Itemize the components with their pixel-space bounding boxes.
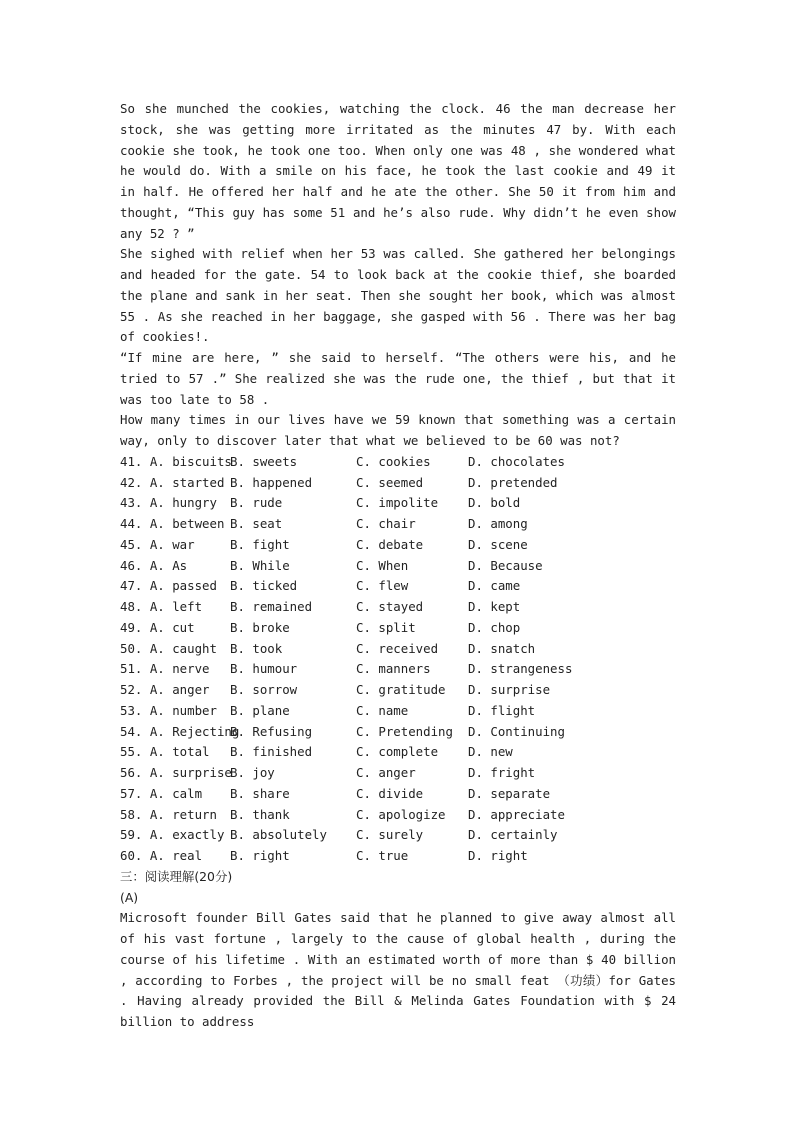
option-a: 53. A. number <box>120 702 217 718</box>
option-b: B. ticked <box>230 578 298 594</box>
option-row <box>120 701 676 722</box>
passage-paragraph: Microsoft founder Bill Gates said that he planned to give away almost all of his vast fortune , largely to the cause of global health , during the course of his lifetime . With an estimated worth of more than $ 40 billion , according to Forbes , the project will be no small feat （功绩）for Gates . Having already provided the Bill & Melinda Gates Foundation with $ 24 billion to address <box>120 910 676 1029</box>
option-a: 52. A. anger <box>120 682 210 697</box>
option-c: C. complete <box>356 744 439 760</box>
option-a: 46. A. As <box>120 557 188 573</box>
option-row <box>120 452 676 473</box>
option-d: D. new <box>468 744 513 760</box>
option-d: D. snatch <box>468 640 536 656</box>
option-row <box>120 763 676 784</box>
option-d: D. scene <box>468 536 528 552</box>
option-row <box>120 846 676 867</box>
section-heading: 三：阅读理解(20分) <box>120 868 233 884</box>
option-c: C. stayed <box>356 599 424 614</box>
option-d: D. separate <box>468 785 551 801</box>
option-b: B. took <box>230 640 283 656</box>
option-row <box>120 597 676 618</box>
option-a: 48. A. left <box>120 599 203 614</box>
option-d: D. came <box>468 578 521 594</box>
option-row <box>120 722 676 743</box>
option-row <box>120 784 676 805</box>
option-b: B. sorrow <box>230 682 298 697</box>
option-row <box>120 473 676 494</box>
option-c: C. manners <box>356 661 431 677</box>
option-c: C. chair <box>356 516 416 531</box>
option-d: D. pretended <box>468 474 558 490</box>
option-b: B. rude <box>230 495 283 511</box>
option-b: B. plane <box>230 702 290 718</box>
option-a: 44. A. between <box>120 516 225 531</box>
option-a: 56. A. surprise <box>120 765 232 780</box>
option-d: D. among <box>468 516 528 531</box>
option-b: B. While <box>230 557 290 573</box>
option-d: D. appreciate <box>468 806 565 822</box>
cloze-passage <box>120 99 676 452</box>
option-row <box>120 556 676 577</box>
option-a: 58. A. return <box>120 806 217 822</box>
option-c: C. gratitude <box>356 682 446 697</box>
option-a: 47. A. passed <box>120 578 217 594</box>
passage-paragraph: “If mine are here, ” she said to herself. “The others were his, and he tried to 57 .” She realized she was the rude one, the thief , but that it was too late to 58 . <box>120 350 676 407</box>
option-a: 54. A. Rejecting <box>120 723 240 739</box>
option-row <box>120 659 676 680</box>
reading-passage <box>120 908 676 1033</box>
option-a: 45. A. war <box>120 536 195 552</box>
option-c: C. seemed <box>356 474 424 490</box>
exam-page <box>120 99 676 1033</box>
option-d: D. strangeness <box>468 661 573 677</box>
options-list <box>120 452 676 867</box>
option-row <box>120 618 676 639</box>
option-a: 41. A. biscuits <box>120 453 232 469</box>
option-c: C. impolite <box>356 495 439 511</box>
option-b: B. right <box>230 848 290 863</box>
option-d: D. flight <box>468 702 536 718</box>
option-c: C. received <box>356 640 439 656</box>
option-c: C. surely <box>356 827 424 843</box>
option-a: 43. A. hungry <box>120 495 217 511</box>
option-b: B. Refusing <box>230 723 313 739</box>
option-b: B. thank <box>230 806 290 822</box>
option-d: D. chop <box>468 619 521 635</box>
option-d: D. surprise <box>468 682 551 697</box>
option-b: B. happened <box>230 474 313 490</box>
option-b: B. joy <box>230 765 275 780</box>
option-a: 57. A. calm <box>120 785 203 801</box>
passage-label: (A) <box>120 889 139 905</box>
option-d: D. right <box>468 848 528 863</box>
option-row <box>120 825 676 846</box>
option-b: B. fight <box>230 536 290 552</box>
option-a: 60. A. real <box>120 848 203 863</box>
option-d: D. chocolates <box>468 453 565 469</box>
option-d: D. bold <box>468 495 521 511</box>
option-row <box>120 535 676 556</box>
option-c: C. flew <box>356 578 409 594</box>
option-c: C. name <box>356 702 409 718</box>
option-c: C. cookies <box>356 453 431 469</box>
option-c: C. anger <box>356 765 416 780</box>
option-c: C. apologize <box>356 806 446 822</box>
option-row <box>120 805 676 826</box>
option-c: C. split <box>356 619 416 635</box>
option-row <box>120 493 676 514</box>
option-b: B. sweets <box>230 453 298 469</box>
option-c: C. debate <box>356 536 424 552</box>
option-c: C. When <box>356 557 409 573</box>
option-d: D. fright <box>468 765 536 780</box>
option-d: D. Continuing <box>468 723 565 739</box>
option-b: B. seat <box>230 516 283 531</box>
option-b: B. absolutely <box>230 827 327 843</box>
option-row <box>120 639 676 660</box>
option-row <box>120 576 676 597</box>
option-a: 59. A. exactly <box>120 827 225 843</box>
option-a: 55. A. total <box>120 744 210 760</box>
option-b: B. humour <box>230 661 298 677</box>
option-a: 42. A. started <box>120 474 225 490</box>
option-a: 51. A. nerve <box>120 661 210 677</box>
option-c: C. divide <box>356 785 424 801</box>
option-b: B. remained <box>230 599 313 614</box>
option-a: 49. A. cut <box>120 619 195 635</box>
option-a: 50. A. caught <box>120 640 217 656</box>
option-c: C. true <box>356 848 409 863</box>
passage-paragraph: So she munched the cookies, watching the clock. 46 the man decrease her stock, she was getting more irritated as the minutes 47 by. With each cookie she took, he took one too. When only one was 48 , she wondered what he would do. With a smile on his face, he took the last cookie and 49 it in half. He offered her half and he ate the other. She 50 it from him and thought, “This guy has some 51 and he’s also rude. Why didn’t he even show any 52 ? ” <box>120 101 676 241</box>
option-c: C. Pretending <box>356 723 453 739</box>
option-d: D. Because <box>468 557 543 573</box>
passage-paragraph: She sighed with relief when her 53 was called. She gathered her belongings and headed for the gate. 54 to look back at the cookie thief, she boarded the plane and sank in her seat. Then she sought her book, which was almost 55 . As she reached in her baggage, she gasped with 56 . There was her bag of cookies!. <box>120 246 676 345</box>
option-b: B. share <box>230 785 290 801</box>
option-row <box>120 680 676 701</box>
option-d: D. certainly <box>468 827 558 843</box>
option-row <box>120 514 676 535</box>
option-row <box>120 742 676 763</box>
passage-paragraph: How many times in our lives have we 59 known that something was a certain way, only to discover later that what we believed to be 60 was not? <box>120 412 676 448</box>
option-d: D. kept <box>468 599 521 614</box>
option-b: B. finished <box>230 744 313 760</box>
option-b: B. broke <box>230 619 290 635</box>
